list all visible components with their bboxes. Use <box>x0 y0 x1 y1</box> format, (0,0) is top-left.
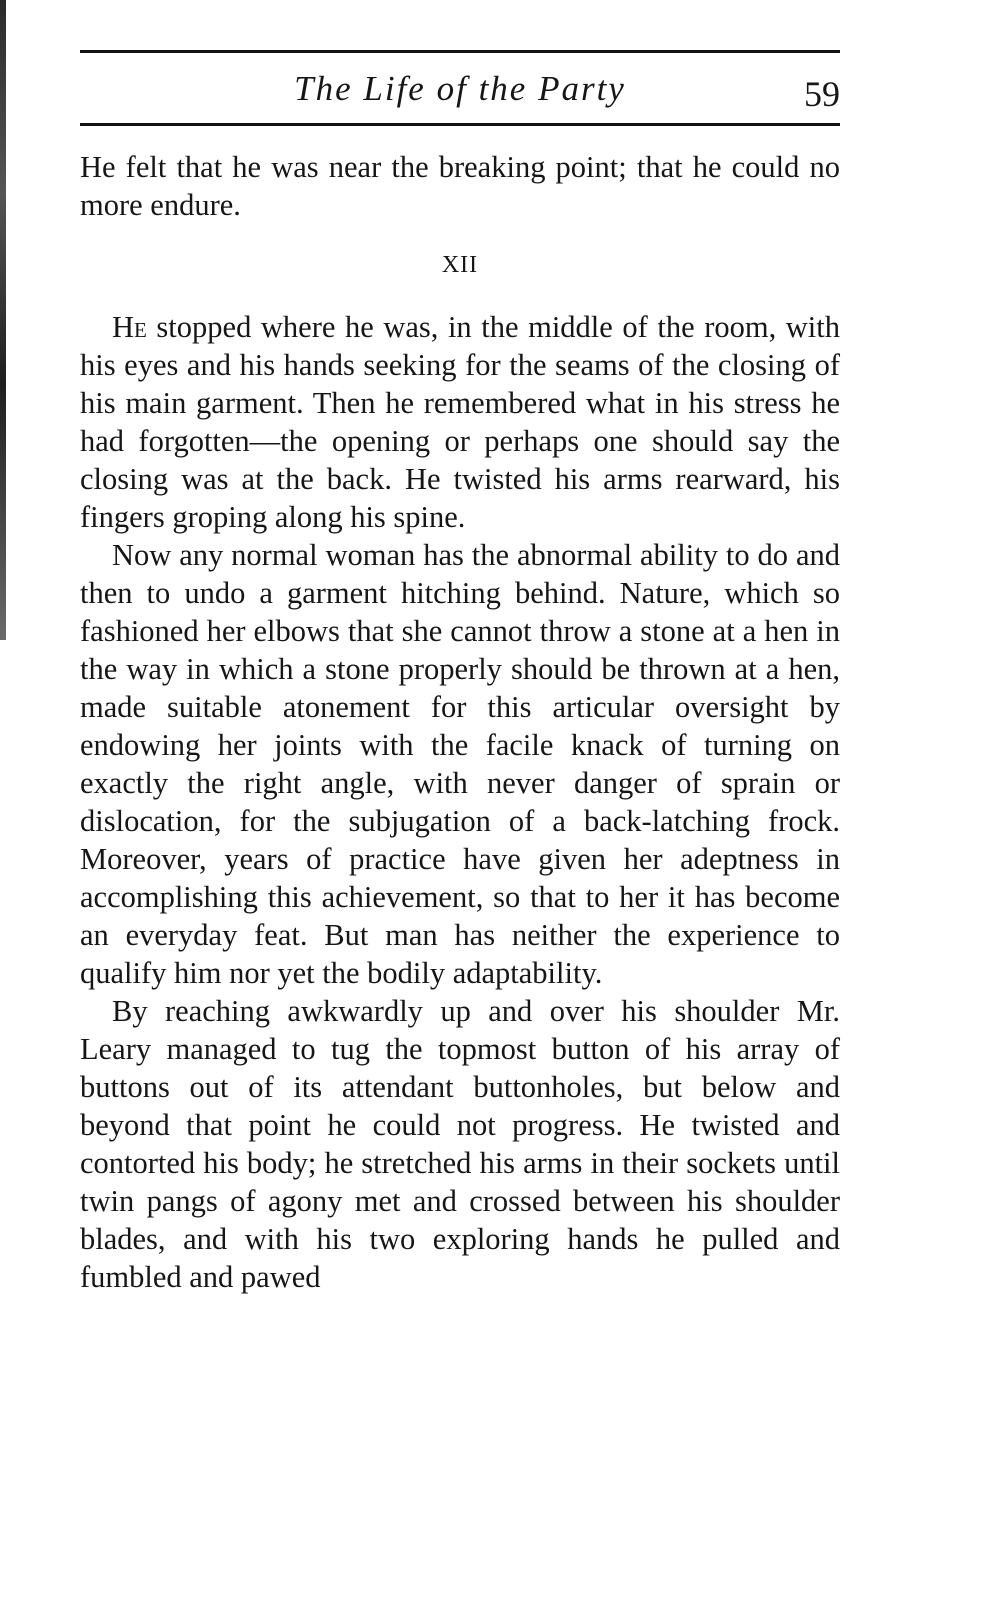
page-header <box>80 53 840 123</box>
page-number: 59 <box>804 74 840 114</box>
opening-paragraph: He felt that he was near the breaking point; that he could no more endure. <box>80 150 840 222</box>
section-number: XII <box>441 252 479 278</box>
header-rule-bottom <box>80 123 840 126</box>
section-first-paragraph-text: stopped where he was, in the middle of the room, with his eyes and his hands seeking for the seams of the closing of his main garment. Then he remembered what in his stress he had forgotten—the opening or perhaps one should say the closing was at the back. He twisted his arms rearward, his fingers groping along his spine. <box>80 310 840 534</box>
section-drop-word: He <box>112 310 147 344</box>
paragraph: By reaching awkwardly up and over his shoulder Mr. Leary managed to tug the topmost button of his array of buttons out of its attendant buttonholes, but below and beyond that point he could not progress. He twisted and contorted his body; he stretched his arms in their sockets until twin pangs of agony met and crossed between his shoulder blades, and with his two exploring hands he pulled and fumbled and pawed <box>80 994 840 1294</box>
paragraph: Now any normal woman has the abnormal ability to do and then to undo a garment hitching behind. Nature, which so fashioned her elbows that she cannot throw a stone at a hen in the way in which a stone properly should be thrown at a hen, made suitable atonement for this articular oversight by endowing her joints with the facile knack of turning on exactly the right angle, with never danger of sprain or dislocation, for the subjugation of a back-latching frock. Moreover, years of practice have given her adeptness in accomplishing this achievement, so that to her it has become an everyday feat. But man has neither the experience to qualify him nor yet the bodily adaptability. <box>80 538 840 990</box>
book-page <box>80 50 840 1296</box>
binding-edge <box>0 0 6 640</box>
body-text <box>80 148 840 1296</box>
section-first-paragraph <box>80 308 840 536</box>
running-title: The Life of the Party <box>294 69 626 108</box>
